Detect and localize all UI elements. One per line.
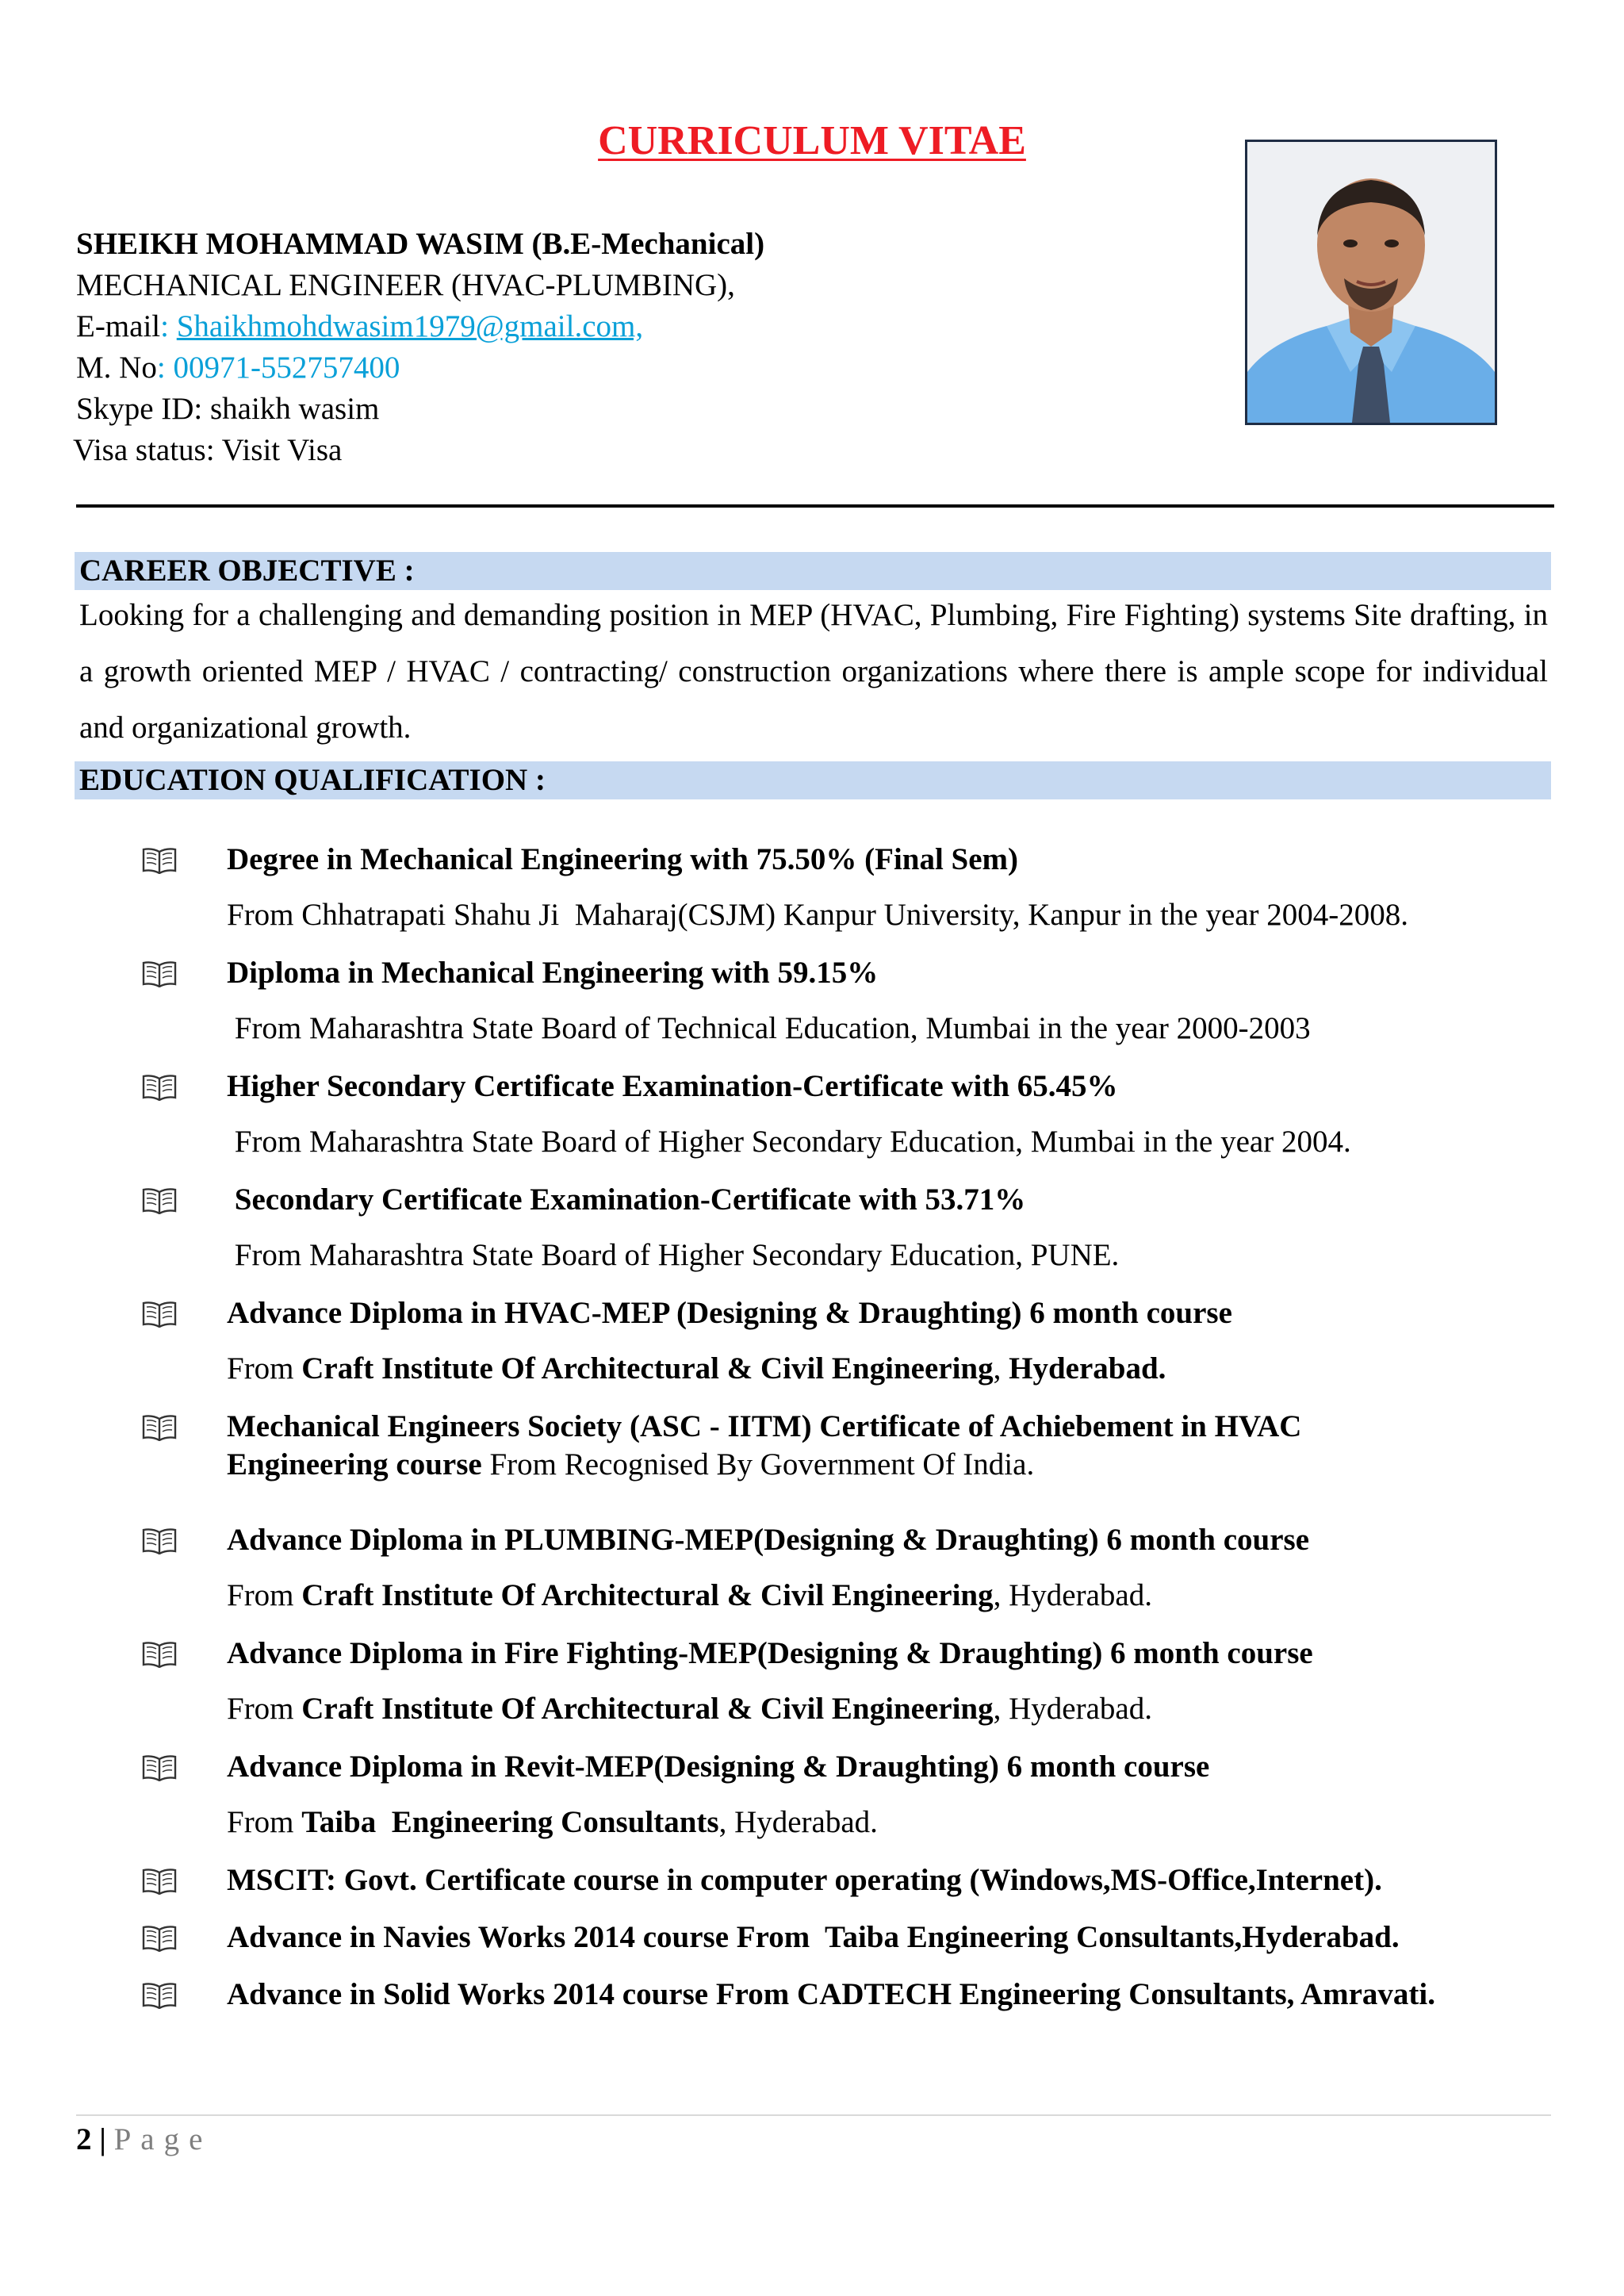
book-icon [141,1414,178,1441]
education-institution [227,1236,1119,1274]
institution-name: Craft Institute Of Architectural & Civil Engineering [301,1692,994,1726]
mobile-row [76,347,764,389]
education-title: Degree in Mechanical Engineering with 75.50% (Final Sem) [227,842,1019,876]
institution-text: From Chhatrapati Shahu Ji Maharaj(CSJM) Kanpur University, Kanpur in the year 2004-2008. [227,898,1409,932]
mobile-label: M. No [76,351,157,385]
education-institution [227,1690,1152,1728]
education-institution [227,1577,1152,1615]
institution-text: From [227,1692,302,1726]
education-title: Advance in Solid Works 2014 course From CADTECH Engineering Consultants, Amravati. [227,1977,1436,2011]
institution-name: Hyderabad. [1009,1351,1166,1386]
candidate-name: SHEIKH MOHAMMAD WASIM (B.E-Mechanical) [76,227,765,261]
institution-name: Craft Institute Of Architectural & Civil Engineering [301,1351,994,1386]
book-icon [141,1754,178,1781]
book-icon [141,1868,178,1895]
institution-name: Taiba Engineering Consultants [301,1805,719,1839]
education-title: Advance Diploma in Revit-MEP(Designing & Draughting) 6 month course [227,1750,1210,1784]
page-label: Page [113,2122,213,2156]
education-title: Advance Diploma in Fire Fighting-MEP(Designing & Draughting) 6 month course [227,1636,1313,1670]
education-institution [227,1010,1311,1048]
institution-text: , Hyderabad. [718,1805,878,1839]
education-title-bold: Engineering course [227,1447,482,1481]
mobile-number: 00971-552757400 [173,351,400,385]
page-footer [76,2119,212,2160]
institution-text: From [227,1578,302,1612]
book-icon [141,1982,178,2009]
education-title: Advance Diploma in PLUMBING-MEP(Designing & Draughting) 6 month course [227,1523,1310,1557]
institution-text: From Maharashtra State Board of Higher Secondary Education, Mumbai in the year 2004. [227,1125,1351,1159]
email-row [76,306,764,347]
profile-photo [1245,140,1497,425]
book-icon [141,1641,178,1668]
page-number: 2 [76,2122,92,2156]
header-divider [76,504,1554,508]
email-link[interactable]: Shaikhmohdwasim1979@gmail.com, [176,309,644,343]
email-separator: : [160,309,177,343]
education-title-continued [227,1446,1034,1484]
education-heading: EDUCATION QUALIFICATION : [75,761,1551,799]
education-title: Mechanical Engineers Society (ASC - IITM) Certificate of Achiebement in HVAC [227,1409,1302,1443]
visa-status: Visa status: Visit Visa [73,433,343,467]
book-icon [141,960,178,987]
education-institution [227,1123,1351,1161]
book-icon [141,1527,178,1554]
page-separator: | [91,2122,114,2156]
education-title: Advance in Navies Works 2014 course From Taiba Engineering Consultants,Hyderabad. [227,1920,1400,1954]
book-icon [141,1925,178,1952]
institution-text: From [227,1351,302,1386]
education-title: Advance Diploma in HVAC-MEP (Designing & Draughting) 6 month course [227,1296,1232,1330]
institution-text: From Maharashtra State Board of Higher Secondary Education, PUNE. [227,1238,1120,1272]
institution-text: From Maharashtra State Board of Technical Education, Mumbai in the year 2000-2003 [227,1011,1311,1045]
education-title: Diploma in Mechanical Engineering with 59.15% [227,956,879,990]
contact-block [73,224,765,471]
education-institution [227,896,1408,934]
book-icon [141,847,178,874]
book-icon [141,1187,178,1214]
institution-text: From [227,1805,302,1839]
book-icon [141,1074,178,1101]
career-objective-text: Looking for a challenging and demanding position in MEP (HVAC, Plumbing, Fire Fighting) systems Site drafting, in a growth oriented MEP / HVAC / contracting/ construction organizations where there is ample scope for individual and organizational growth. [79,598,1548,745]
person-photo-icon [1247,142,1495,423]
candidate-role: MECHANICAL ENGINEER (HVAC-PLUMBING), [76,268,735,302]
education-title: Higher Secondary Certificate Examination-Certificate with 65.45% [227,1069,1118,1103]
institution-text: , Hyderabad. [993,1578,1152,1612]
skype-id: Skype ID: shaikh wasim [76,392,380,426]
education-institution [227,1350,1166,1388]
education-institution [227,1803,878,1842]
institution-name: Craft Institute Of Architectural & Civil Engineering [301,1578,994,1612]
institution-text: , Hyderabad. [993,1692,1152,1726]
education-title-rest: From Recognised By Government Of India. [481,1447,1035,1481]
education-title: Secondary Certificate Examination-Certificate with 53.71% [227,1182,1026,1217]
career-objective-heading: CAREER OBJECTIVE : [75,552,1551,590]
email-label: E-mail [76,309,161,343]
education-title: MSCIT: Govt. Certificate course in computer operating (Windows,MS-Office,Internet). [227,1863,1382,1897]
book-icon [141,1301,178,1328]
footer-divider [76,2114,1551,2116]
page-title: CURRICULUM VITAE [598,118,1026,163]
institution-text: , [993,1351,1009,1386]
mobile-separator: : [156,351,174,385]
